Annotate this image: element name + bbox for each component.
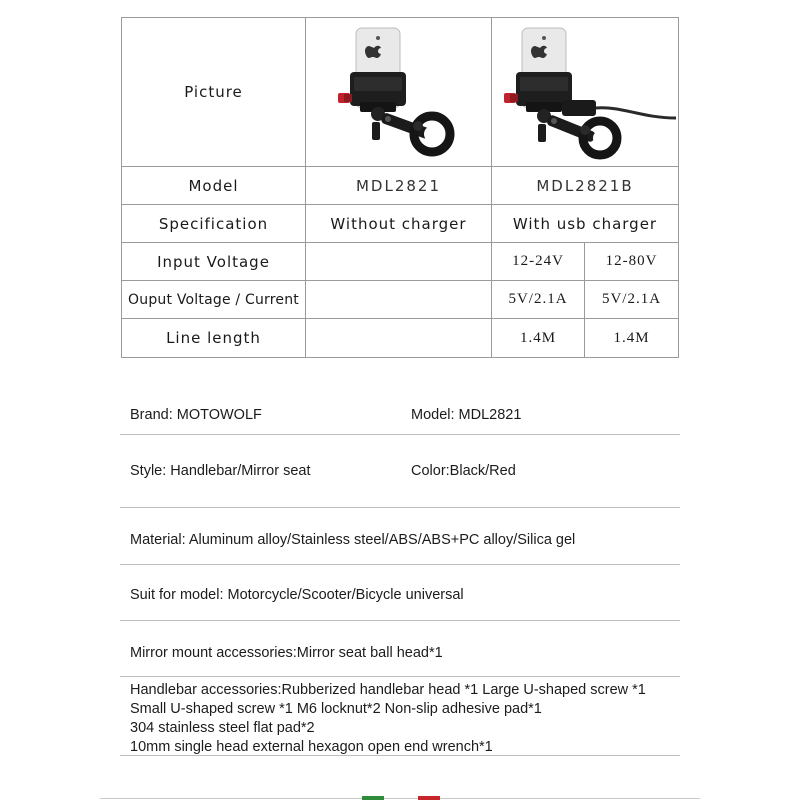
input-voltage-b1: 12-24V	[492, 243, 585, 281]
bottom-accent-green	[362, 796, 384, 800]
detail-style: Style: Handlebar/Mirror seat	[130, 463, 311, 479]
table-row-line-length	[122, 319, 679, 358]
detail-brand: Brand: MOTOWOLF	[130, 407, 262, 423]
detail-row-suit	[120, 565, 680, 621]
phone-mount-handlebar-icon	[324, 22, 474, 162]
label-output: Ouput Voltage / Current	[122, 281, 306, 319]
detail-suit: Suit for model: Motorcycle/Scooter/Bicycle universal	[130, 587, 464, 603]
handlebar-line-2: Small U-shaped screw *1 M6 locknut*2 Non-slip adhesive pad*1	[130, 701, 542, 717]
product-details	[120, 396, 680, 756]
table-row-picture	[122, 18, 679, 167]
handlebar-line-1: Handlebar accessories:Rubberized handlebar head *1 Large U-shaped screw *1	[130, 682, 646, 698]
line-length-mdl2821	[306, 319, 492, 358]
table-row-model	[122, 167, 679, 205]
detail-model: Model: MDL2821	[411, 407, 522, 423]
line-length-b2: 1.4M	[585, 319, 679, 358]
detail-row-brand-model	[120, 396, 680, 435]
detail-row-mirror-accessories	[120, 621, 680, 677]
label-specification: Specification	[122, 205, 306, 243]
handlebar-line-4: 10mm single head external hexagon open end wrench*1	[130, 739, 493, 755]
spec-without-charger: Without charger	[306, 205, 492, 243]
label-picture: Picture	[122, 18, 306, 167]
detail-mirror-accessories: Mirror mount accessories:Mirror seat ball head*1	[130, 645, 443, 661]
phone-mount-usb-charger-icon	[492, 22, 678, 162]
table-row-specification	[122, 205, 679, 243]
table-row-output	[122, 281, 679, 319]
spec-comparison-table	[121, 17, 679, 358]
model-mdl2821b: MDL2821B	[492, 167, 679, 205]
bottom-accent-red	[418, 796, 440, 800]
table-row-input-voltage	[122, 243, 679, 281]
bottom-divider	[100, 798, 700, 799]
label-model: Model	[122, 167, 306, 205]
handlebar-line-3: 304 stainless steel flat pad*2	[130, 720, 315, 736]
input-voltage-mdl2821	[306, 243, 492, 281]
picture-cell-mdl2821b	[492, 18, 679, 167]
output-mdl2821	[306, 281, 492, 319]
detail-row-material	[120, 508, 680, 565]
model-mdl2821: MDL2821	[306, 167, 492, 205]
output-b1: 5V/2.1A	[492, 281, 585, 319]
detail-row-style-color	[120, 435, 680, 508]
detail-handlebar-accessories	[130, 681, 646, 757]
detail-material: Material: Aluminum alloy/Stainless steel/ABS/ABS+PC alloy/Silica gel	[130, 532, 576, 548]
line-length-b1: 1.4M	[492, 319, 585, 358]
picture-cell-mdl2821	[306, 18, 492, 167]
detail-row-handlebar-accessories	[120, 677, 680, 756]
input-voltage-b2: 12-80V	[585, 243, 679, 281]
detail-color: Color:Black/Red	[411, 463, 516, 479]
label-input-voltage: Input Voltage	[122, 243, 306, 281]
label-line-length: Line length	[122, 319, 306, 358]
spec-with-usb-charger: With usb charger	[492, 205, 679, 243]
output-b2: 5V/2.1A	[585, 281, 679, 319]
